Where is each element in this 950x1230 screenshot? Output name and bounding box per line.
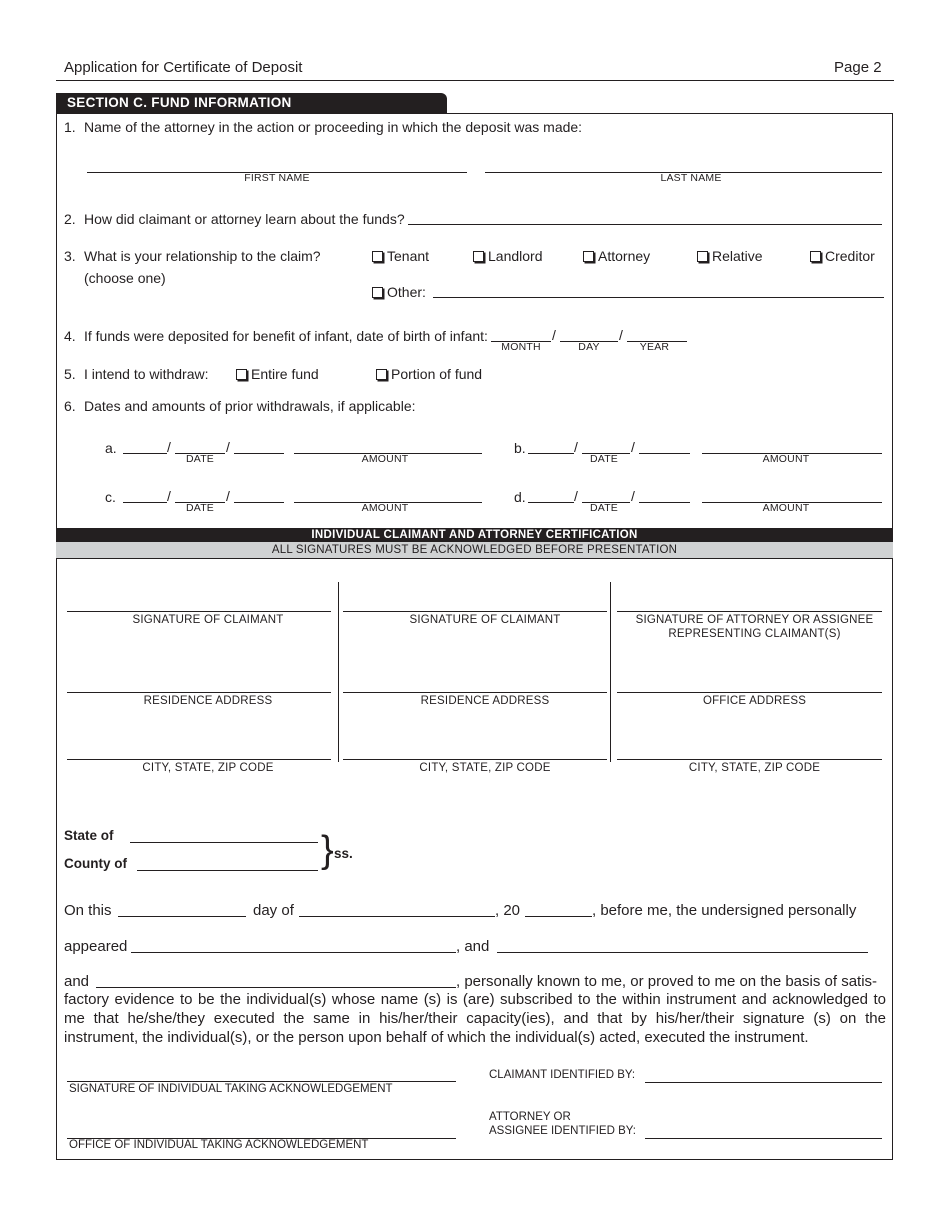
notary-line-2-b: , and — [456, 938, 490, 955]
attorney-identified-field[interactable] — [645, 1138, 882, 1139]
notary-paragraph: factory evidence to be the individual(s) whose name (s) is (are) subscribed to the within instrument and acknowledged to me that he/she/they executed the same in his/her/their capacity(ies), and that by his/her/their signature (s) on the instrument, the individual(s), or the person upon behalf of which the individual(s) acted, executed the instrument. — [64, 991, 886, 1046]
county-field[interactable] — [137, 870, 318, 871]
slash: / — [167, 488, 171, 504]
q6-text: Dates and amounts of prior withdrawals, if applicable: — [84, 398, 416, 414]
slash: / — [619, 327, 623, 343]
q2-text: How did claimant or attorney learn about the funds? — [84, 211, 405, 227]
checkbox-portion-of-fund[interactable] — [376, 366, 482, 382]
landlord-label: Landlord — [488, 248, 543, 264]
document-title: Application for Certificate of Deposit — [64, 59, 303, 76]
attorney-identified-label-1: ATTORNEY OR — [489, 1111, 571, 1123]
slash: / — [631, 488, 635, 504]
appeared-name-2-field[interactable] — [497, 952, 868, 953]
claimant1-address-field[interactable] — [67, 692, 331, 693]
ss-label: ss. — [334, 846, 353, 861]
county-of-label: County of — [64, 856, 127, 871]
checkbox-relative[interactable] — [697, 248, 763, 264]
learn-about-funds-field[interactable] — [408, 224, 882, 225]
attorney-city-field[interactable] — [617, 759, 882, 760]
claimant2-address-caption: RESIDENCE ADDRESS — [420, 695, 550, 707]
slash: / — [226, 439, 230, 455]
date-caption: DATE — [185, 502, 215, 514]
office-address-field[interactable] — [617, 692, 882, 693]
acknowledgement-signature-caption: SIGNATURE OF INDIVIDUAL TAKING ACKNOWLEDGEMENT — [69, 1083, 393, 1095]
q6-number: 6. — [64, 398, 76, 414]
checkbox-other[interactable] — [372, 284, 426, 300]
slash: / — [226, 488, 230, 504]
amount-caption: AMOUNT — [762, 453, 810, 465]
date-caption: DATE — [589, 453, 619, 465]
withdrawal-a-year[interactable] — [234, 453, 284, 454]
attorney-signature-caption-2: REPRESENTING CLAIMANT(S) — [668, 628, 841, 640]
acknowledgement-signature-field[interactable] — [67, 1081, 456, 1082]
attorney-city-caption: CITY, STATE, ZIP CODE — [688, 762, 821, 774]
month-caption: MONTH — [501, 341, 541, 353]
q3-text: What is your relationship to the claim? — [84, 248, 321, 264]
q2-number: 2. — [64, 211, 76, 227]
attorney-signature-field[interactable] — [617, 611, 882, 612]
q1-number: 1. — [64, 119, 76, 135]
other-label: Other: — [387, 284, 426, 300]
day-caption: DAY — [578, 341, 600, 353]
withdrawal-d-label: d. — [514, 489, 526, 505]
q5-text: I intend to withdraw: — [84, 366, 209, 382]
entire-fund-label: Entire fund — [251, 366, 319, 382]
q3-subtext: (choose one) — [84, 270, 166, 286]
first-name-caption: FIRST NAME — [244, 172, 310, 184]
portion-of-fund-label: Portion of fund — [391, 366, 483, 382]
slash: / — [167, 439, 171, 455]
withdrawal-b-month[interactable] — [528, 453, 574, 454]
attorney-identified-label-2: ASSIGNEE IDENTIFIED BY: — [489, 1125, 636, 1137]
claimant1-address-caption: RESIDENCE ADDRESS — [143, 695, 273, 707]
notary-line-1-b: day of — [253, 902, 294, 919]
brace-icon: } — [321, 829, 334, 871]
q4-number: 4. — [64, 328, 76, 344]
q5-number: 5. — [64, 366, 76, 382]
relative-label: Relative — [712, 248, 763, 264]
checkbox-icon — [473, 251, 484, 262]
q3-number: 3. — [64, 248, 76, 264]
column-divider — [338, 582, 339, 762]
checkbox-tenant[interactable] — [372, 248, 429, 264]
date-caption: DATE — [589, 502, 619, 514]
q4-text: If funds were deposited for benefit of infant, date of birth of infant: — [84, 328, 488, 344]
checkbox-landlord[interactable] — [473, 248, 543, 264]
section-c-tab — [56, 93, 447, 113]
checkbox-icon — [236, 369, 247, 380]
header-rule — [56, 80, 894, 81]
state-of-label: State of — [64, 828, 114, 843]
withdrawal-c-year[interactable] — [234, 502, 284, 503]
column-divider — [610, 582, 611, 762]
withdrawal-c-month[interactable] — [123, 502, 167, 503]
amount-caption: AMOUNT — [762, 502, 810, 514]
notary-line-3-a: and — [64, 973, 90, 990]
checkbox-icon — [376, 369, 387, 380]
slash: / — [574, 439, 578, 455]
notary-line-1-a: On this — [64, 902, 112, 919]
withdrawal-b-year[interactable] — [639, 453, 690, 454]
claimant-identified-field[interactable] — [645, 1082, 882, 1083]
amount-caption: AMOUNT — [361, 502, 409, 514]
last-name-caption: LAST NAME — [660, 172, 722, 184]
checkbox-icon — [697, 251, 708, 262]
slash: / — [574, 488, 578, 504]
slash: / — [552, 327, 556, 343]
month-field[interactable] — [299, 916, 495, 917]
checkbox-icon — [372, 251, 383, 262]
q1-text: Name of the attorney in the action or proceeding in which the deposit was made: — [84, 119, 583, 135]
withdrawal-b-label: b. — [514, 440, 526, 456]
claimant2-signature-field[interactable] — [343, 611, 607, 612]
certification-header: INDIVIDUAL CLAIMANT AND ATTORNEY CERTIFICATION — [56, 528, 893, 542]
appeared-name-3-field[interactable] — [96, 987, 456, 988]
office-address-caption: OFFICE ADDRESS — [702, 695, 807, 707]
claimant1-city-caption: CITY, STATE, ZIP CODE — [142, 762, 274, 774]
slash: / — [631, 439, 635, 455]
withdrawal-d-month[interactable] — [528, 502, 574, 503]
attorney-label: Attorney — [598, 248, 651, 264]
checkbox-icon — [372, 287, 383, 298]
claimant2-signature-caption: SIGNATURE OF CLAIMANT — [409, 614, 561, 626]
claimant2-address-field[interactable] — [343, 692, 607, 693]
year-field[interactable] — [525, 916, 592, 917]
notary-line-3-b: , personally known to me, or proved to me on the basis of satis- — [456, 973, 878, 990]
checkbox-entire-fund[interactable] — [236, 366, 319, 382]
claimant1-city-field[interactable] — [67, 759, 331, 760]
checkbox-icon — [583, 251, 594, 262]
claimant2-city-caption: CITY, STATE, ZIP CODE — [419, 762, 551, 774]
acknowledgement-office-caption: OFFICE OF INDIVIDUAL TAKING ACKNOWLEDGEMENT — [69, 1139, 369, 1151]
appeared-name-1-field[interactable] — [131, 952, 456, 953]
claimant-identified-label: CLAIMANT IDENTIFIED BY: — [489, 1069, 636, 1081]
withdrawal-c-label: c. — [105, 489, 116, 505]
notary-line-1-c: , 20 — [495, 902, 521, 919]
state-field[interactable] — [130, 842, 318, 843]
day-field[interactable] — [118, 916, 246, 917]
checkbox-attorney[interactable] — [583, 248, 650, 264]
withdrawal-d-year[interactable] — [639, 502, 690, 503]
creditor-label: Creditor — [825, 248, 875, 264]
year-caption: YEAR — [639, 341, 670, 353]
withdrawal-a-label: a. — [105, 440, 117, 456]
date-caption: DATE — [185, 453, 215, 465]
page-number: Page 2 — [834, 59, 882, 76]
attorney-signature-caption: SIGNATURE OF ATTORNEY OR ASSIGNEE — [635, 614, 874, 626]
withdrawal-a-month[interactable] — [123, 453, 167, 454]
amount-caption: AMOUNT — [361, 453, 409, 465]
tenant-label: Tenant — [387, 248, 430, 264]
section-c-title: SECTION C. FUND INFORMATION — [67, 95, 292, 110]
checkbox-icon — [810, 251, 821, 262]
claimant1-signature-caption: SIGNATURE OF CLAIMANT — [132, 614, 284, 626]
checkbox-creditor[interactable] — [810, 248, 875, 264]
notary-line-1-d: , before me, the undersigned personally — [592, 902, 857, 919]
certification-subheader: ALL SIGNATURES MUST BE ACKNOWLEDGED BEFORE PRESENTATION — [56, 542, 893, 559]
claimant1-signature-field[interactable] — [67, 611, 331, 612]
claimant2-city-field[interactable] — [343, 759, 607, 760]
notary-line-2-a: appeared — [64, 938, 128, 955]
other-relationship-field[interactable] — [433, 297, 884, 298]
